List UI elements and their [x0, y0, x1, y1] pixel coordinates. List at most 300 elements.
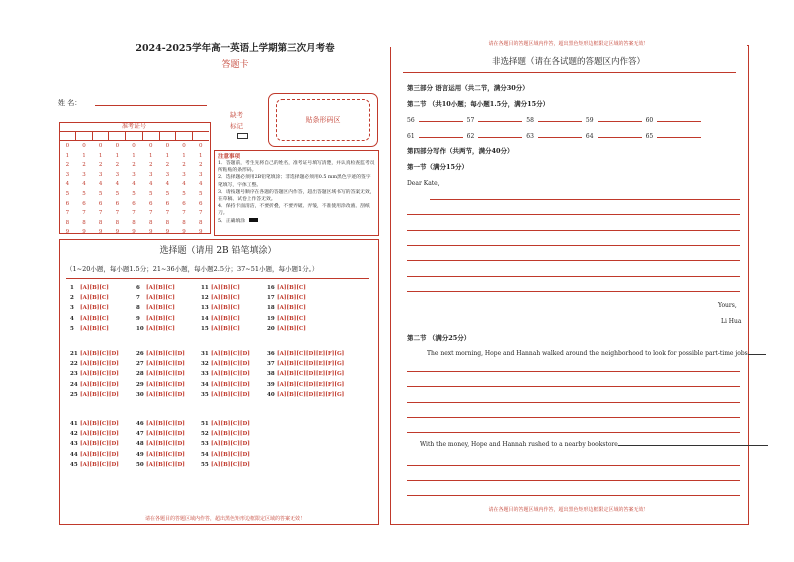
exam-id-digit-bubble[interactable]: 9 — [98, 229, 103, 236]
absent-label-line1: 缺考 — [230, 111, 243, 119]
question-row[interactable] — [201, 283, 240, 293]
answer-options[interactable]: [A][B][C][D] — [146, 421, 185, 427]
writing-line[interactable] — [407, 230, 740, 231]
exam-id-digit-bubble[interactable]: 3 — [82, 171, 86, 178]
question-row[interactable] — [136, 349, 185, 359]
exam-id-digit-bubble[interactable]: 2 — [148, 162, 153, 169]
blank-answer-line[interactable] — [419, 115, 463, 122]
question-row[interactable] — [70, 314, 109, 324]
blank-answer-line[interactable] — [657, 115, 701, 122]
exam-id-digit-bubble[interactable]: 8 — [165, 219, 170, 226]
question-row[interactable] — [201, 450, 250, 460]
exam-id-digit-bubble[interactable]: 7 — [98, 210, 103, 217]
exam-id-digit-bubble[interactable]: 0 — [148, 143, 153, 149]
exam-id-digit-bubble[interactable]: 0 — [132, 143, 136, 149]
writing-line[interactable] — [407, 465, 740, 466]
exam-id-digit-bubble[interactable]: 4 — [198, 181, 203, 188]
question-row[interactable] — [136, 390, 185, 400]
exam-id-column[interactable] — [59, 142, 76, 238]
exam-id-digit-bubble[interactable]: 3 — [182, 171, 186, 178]
question-row[interactable] — [136, 380, 185, 390]
exam-id-digit-bubble[interactable]: 3 — [165, 171, 170, 178]
question-row[interactable] — [201, 324, 240, 334]
exam-id-digit-bubble[interactable]: 9 — [132, 229, 136, 236]
question-number: 11 — [201, 285, 209, 291]
answer-options[interactable]: [A][B][C] — [277, 305, 306, 312]
question-number: 39 — [267, 381, 275, 388]
question-row[interactable] — [70, 303, 109, 313]
question-number: 53 — [201, 441, 209, 448]
exam-id-digit-bubble[interactable]: 2 — [132, 162, 136, 169]
answer-options[interactable]: [A][B][C][D] — [146, 391, 185, 398]
question-block — [136, 349, 185, 400]
exam-id-digit-bubble[interactable]: 8 — [182, 219, 186, 226]
question-row[interactable] — [136, 450, 185, 460]
question-number: 38 — [267, 371, 275, 378]
question-number: 24 — [70, 381, 78, 388]
answer-options[interactable]: [A][B][C][D] — [211, 361, 250, 368]
blank-answer-line[interactable] — [598, 115, 642, 122]
question-row[interactable] — [267, 293, 306, 303]
answer-options[interactable]: [A][B][C][D][E][F][G] — [277, 361, 345, 368]
answer-options[interactable]: [A][B][C][D] — [80, 361, 119, 368]
bottom-warning: 请在各题目的答题区域内作答，超出黑色矩形边框限定区域的答案无效！ — [488, 507, 649, 513]
exam-id-digit-bubble[interactable]: 1 — [148, 152, 153, 159]
question-row[interactable] — [70, 349, 119, 359]
exam-id-digit-bubble[interactable]: 5 — [82, 190, 86, 197]
exam-id-digit-bubble[interactable]: 1 — [182, 152, 186, 159]
question-row[interactable] — [136, 324, 175, 334]
question-row[interactable] — [136, 283, 175, 293]
answer-options[interactable]: [A][B][C][D] — [146, 441, 185, 448]
exam-id-column[interactable] — [176, 142, 193, 238]
question-number: 35 — [201, 391, 209, 398]
question-number: 41 — [70, 421, 78, 427]
exam-id-digit-bubble[interactable]: 6 — [132, 200, 136, 207]
exam-id-digit-bubble[interactable]: 6 — [165, 200, 170, 207]
exam-id-digit-bubble[interactable]: 7 — [148, 210, 153, 217]
question-number: 2 — [70, 295, 74, 302]
question-row[interactable] — [267, 380, 344, 390]
answer-options[interactable]: [A][B][C][D] — [80, 391, 119, 398]
question-row[interactable] — [70, 450, 119, 460]
exam-id-digit-bubble[interactable]: 4 — [82, 181, 86, 188]
exam-id-digit-bubble[interactable]: 9 — [82, 229, 86, 236]
exam-id-digit-bubble[interactable]: 5 — [165, 190, 170, 197]
question-row[interactable] — [267, 314, 306, 324]
exam-id-digit-bubble[interactable]: 1 — [115, 152, 120, 159]
answer-options[interactable]: [A][B][C][D][E][F][G] — [277, 391, 345, 398]
blank-row-1 — [407, 115, 701, 124]
answer-options[interactable]: [A][B][C][D] — [146, 461, 185, 468]
question-row[interactable] — [136, 419, 185, 429]
writing-line[interactable] — [407, 245, 740, 246]
exam-id-column[interactable] — [159, 142, 176, 238]
filled-mark-icon — [249, 218, 258, 222]
question-number: 42 — [70, 431, 78, 438]
answer-options[interactable]: [A][B][C] — [80, 325, 109, 332]
exam-id-digit-bubble[interactable]: 1 — [132, 152, 136, 159]
exam-id-digit-bubble[interactable]: 0 — [65, 143, 70, 149]
question-row[interactable] — [267, 390, 344, 400]
answer-options[interactable]: [A][B][C][D] — [80, 421, 119, 427]
exam-id-digit-bubble[interactable]: 1 — [198, 152, 203, 159]
name-field[interactable] — [95, 105, 207, 106]
question-row[interactable] — [70, 283, 109, 293]
exam-id-column[interactable] — [126, 142, 143, 238]
exam-id-digit-bubble[interactable]: 4 — [132, 181, 136, 188]
answer-options[interactable]: [A][B][C][D] — [211, 441, 250, 448]
exam-id-digit-bubble[interactable]: 5 — [198, 190, 203, 197]
blank-answer-line[interactable] — [538, 115, 582, 122]
question-row[interactable] — [136, 293, 175, 303]
answer-options[interactable]: [A][B][C][D] — [211, 431, 250, 438]
answer-options[interactable]: [A][B][C] — [277, 315, 306, 322]
exam-id-digit-bubble[interactable]: 0 — [82, 143, 86, 149]
question-number: 19 — [267, 315, 275, 322]
writing-line[interactable] — [407, 386, 740, 387]
question-row[interactable] — [201, 314, 240, 324]
question-row[interactable] — [201, 390, 250, 400]
answer-options[interactable]: [A][B][C][D] — [146, 361, 185, 368]
exam-id-digit-bubble[interactable]: 0 — [98, 143, 103, 149]
exam-id-digit-bubble[interactable]: 8 — [98, 219, 103, 226]
blank-answer-line[interactable] — [478, 131, 522, 138]
question-row[interactable] — [70, 359, 119, 369]
exam-id-digit-bubble[interactable]: 4 — [182, 181, 186, 188]
answer-options[interactable]: [A][B][C][D][E][F][G] — [277, 351, 345, 357]
left-footer-warning: 请在各题目的答题区域内作答，超出黑色矩形边框限定区域的答案无效！ — [144, 516, 305, 522]
absent-label-line2: 标记 — [230, 122, 243, 130]
exam-id-digit-bubble[interactable]: 7 — [165, 210, 170, 217]
question-number: 30 — [136, 391, 144, 398]
answer-options[interactable]: [A][B][C][D] — [211, 351, 250, 357]
blank-answer-line[interactable] — [598, 131, 642, 138]
exam-id-digit-bubble[interactable]: 7 — [132, 210, 136, 217]
barcode-label: 贴条形码区 — [276, 99, 370, 141]
answer-options[interactable]: [A][B][C][D] — [80, 441, 119, 448]
title-divider — [403, 72, 736, 73]
question-number: 12 — [201, 295, 209, 302]
exam-id-digit-bubble[interactable]: 4 — [148, 181, 153, 188]
exam-id-digit-bubble[interactable]: 5 — [98, 190, 103, 197]
question-row[interactable] — [201, 293, 240, 303]
question-row[interactable] — [201, 303, 240, 313]
multiple-choice-answer-area — [66, 278, 369, 524]
answer-options[interactable]: [A][B][C][D] — [146, 351, 185, 357]
question-number: 17 — [267, 295, 275, 302]
blank-number: 61 — [407, 133, 415, 140]
answer-options[interactable]: [A][B][C] — [211, 325, 240, 332]
exam-id-digit-bubble[interactable]: 8 — [198, 219, 203, 226]
question-number: 7 — [136, 295, 140, 302]
blank-answer-line[interactable] — [419, 131, 463, 138]
exam-id-digit-bubble[interactable]: 9 — [148, 229, 153, 236]
letter-closing: Yours, — [718, 302, 737, 309]
question-row[interactable] — [70, 293, 109, 303]
question-row[interactable] — [267, 359, 344, 369]
question-number: 6 — [136, 285, 140, 291]
question-row[interactable] — [136, 369, 185, 379]
exam-id-digit-bubble[interactable]: 9 — [65, 229, 70, 236]
absent-label — [230, 110, 243, 132]
exam-id-digit-bubble[interactable]: 7 — [182, 210, 186, 217]
question-number: 32 — [201, 361, 209, 368]
page-title: 2024-2025学年高一英语上学期第三次月考卷 — [135, 43, 335, 54]
exam-id-digit-bubble[interactable]: 7 — [82, 210, 86, 217]
exam-id-digit-bubble[interactable]: 2 — [65, 162, 70, 169]
question-row[interactable] — [70, 380, 119, 390]
answer-options[interactable]: [A][B][C][D] — [211, 421, 250, 427]
exam-id-digit-bubble[interactable]: 9 — [182, 229, 186, 236]
question-row[interactable] — [201, 349, 250, 359]
answer-options[interactable]: [A][B][C][D] — [80, 431, 119, 438]
question-row[interactable] — [70, 419, 119, 429]
exam-id-digit-bubble[interactable]: 2 — [98, 162, 103, 169]
question-number: 45 — [70, 461, 78, 468]
question-row[interactable] — [136, 460, 185, 470]
exam-id-digit-bubble[interactable]: 8 — [82, 219, 86, 226]
question-number: 34 — [201, 381, 209, 388]
question-row[interactable] — [70, 460, 119, 470]
answer-options[interactable]: [A][B][C] — [80, 315, 109, 322]
exam-id-digit-bubble[interactable]: 2 — [182, 162, 186, 169]
question-number: 28 — [136, 371, 144, 378]
exam-id-digit-bubble[interactable]: 0 — [198, 143, 203, 149]
prompt-1-text: The next morning, Hope and Hannah walked around the neighborhood to look for possible part-time jobs — [427, 350, 748, 357]
exam-id-digit-bubble[interactable]: 6 — [65, 200, 70, 207]
exam-id-digit-bubble[interactable]: 9 — [165, 229, 170, 236]
exam-id-digit-bubble[interactable]: 2 — [82, 162, 86, 169]
exam-id-digit-bubble[interactable]: 5 — [132, 190, 136, 197]
writing-line[interactable] — [407, 260, 740, 261]
absent-checkbox[interactable] — [237, 133, 248, 139]
exam-id-column[interactable] — [92, 142, 109, 238]
exam-id-digit-bubble[interactable]: 1 — [82, 152, 86, 159]
question-number: 9 — [136, 315, 140, 322]
part3-heading: 第三部分 语言运用（共二节，满分30分） — [407, 84, 529, 92]
exam-id-column[interactable] — [142, 142, 159, 238]
answer-options[interactable]: [A][B][C] — [277, 295, 306, 302]
part4-heading: 第四部分写作（共两节，满分40分） — [407, 147, 514, 155]
question-number: 10 — [136, 325, 144, 332]
exam-id-column[interactable] — [109, 142, 126, 238]
exam-id-digit-bubble[interactable]: 4 — [98, 181, 103, 188]
question-row[interactable] — [201, 380, 250, 390]
exam-id-digit-bubble[interactable]: 7 — [115, 210, 120, 217]
answer-options[interactable]: [A][B][C] — [80, 285, 109, 291]
question-row[interactable] — [70, 429, 119, 439]
answer-options[interactable]: [A][B][C][D] — [80, 371, 119, 378]
question-row[interactable] — [70, 439, 119, 449]
question-row[interactable] — [70, 369, 119, 379]
writing-line[interactable] — [407, 495, 740, 496]
question-row[interactable] — [201, 460, 250, 470]
question-number: 54 — [201, 451, 209, 458]
blank-answer-line[interactable] — [657, 131, 701, 138]
notice-item: 1．答题前，考生先将自己的姓名，准考证号填写清楚，并认真检查监考员所粘贴的条形码。 — [218, 161, 375, 174]
writing-line[interactable] — [407, 276, 740, 277]
exam-id-digit-bubble[interactable]: 8 — [115, 219, 120, 226]
question-number: 49 — [136, 451, 144, 458]
exam-id-digit-bubble[interactable]: 0 — [165, 143, 170, 149]
question-row[interactable] — [201, 419, 250, 429]
answer-options[interactable]: [A][B][C] — [146, 295, 175, 302]
question-number: 29 — [136, 381, 144, 388]
exam-id-digit-bubble[interactable]: 3 — [198, 171, 203, 178]
answer-options[interactable]: [A][B][C][D] — [146, 371, 185, 378]
answer-options[interactable]: [A][B][C] — [146, 305, 175, 312]
answer-options[interactable]: [A][B][C][D] — [80, 381, 119, 388]
exam-id-digit-bubble[interactable]: 6 — [98, 200, 103, 207]
answer-options[interactable]: [A][B][C] — [146, 315, 175, 322]
question-number: 3 — [70, 305, 74, 312]
exam-id-digit-bubble[interactable]: 3 — [148, 171, 153, 178]
exam-id-digit-bubble[interactable]: 2 — [198, 162, 203, 169]
exam-id-digit-columns[interactable] — [59, 142, 209, 238]
answer-options[interactable]: [A][B][C] — [277, 285, 306, 291]
exam-id-digit-bubble[interactable]: 6 — [82, 200, 86, 207]
question-row[interactable] — [267, 283, 306, 293]
question-row[interactable] — [201, 359, 250, 369]
answer-options[interactable]: [A][B][C] — [277, 325, 306, 332]
exam-id-digit-bubble[interactable]: 4 — [115, 181, 120, 188]
exam-id-digit-bubble[interactable]: 7 — [198, 210, 203, 217]
blank-number: 56 — [407, 117, 415, 124]
exam-id-column[interactable] — [76, 142, 93, 238]
question-row[interactable] — [136, 359, 185, 369]
answer-options[interactable]: [A][B][C][D] — [211, 381, 250, 388]
exam-id-input-cells[interactable] — [59, 131, 209, 141]
exam-id-header: 准考证号 — [59, 122, 209, 132]
question-row[interactable] — [136, 439, 185, 449]
blank-number: 57 — [466, 117, 475, 124]
exam-id-digit-bubble[interactable]: 5 — [65, 190, 70, 197]
answer-options[interactable]: [A][B][C][D] — [211, 451, 250, 458]
blank-answer-line[interactable] — [478, 115, 522, 122]
exam-id-digit-bubble[interactable]: 7 — [65, 210, 70, 217]
top-warning: 请在各题目的答题区域内作答，超出黑色矩形边框限定区域的答案无效！ — [390, 40, 747, 47]
exam-id-digit-bubble[interactable]: 6 — [148, 200, 153, 207]
question-number: 26 — [136, 351, 144, 357]
exam-id-digit-bubble[interactable]: 2 — [115, 162, 120, 169]
blank-number: 62 — [466, 133, 475, 140]
question-row[interactable] — [136, 303, 175, 313]
question-row[interactable] — [136, 314, 175, 324]
writing-line[interactable] — [407, 371, 740, 372]
question-row[interactable] — [201, 439, 250, 449]
question-number: 31 — [201, 351, 209, 357]
exam-id-digit-bubble[interactable]: 1 — [65, 152, 70, 159]
answer-options[interactable]: [A][B][C][D][E][F][G] — [277, 381, 345, 388]
question-block — [70, 349, 119, 400]
exam-id-digit-bubble[interactable]: 6 — [115, 200, 120, 207]
question-row[interactable] — [201, 369, 250, 379]
answer-options[interactable]: [A][B][C][D] — [80, 451, 119, 458]
exam-id-digit-bubble[interactable]: 5 — [182, 190, 186, 197]
writing-line[interactable] — [407, 432, 740, 433]
exam-id-digit-bubble[interactable]: 8 — [65, 219, 70, 226]
question-number: 14 — [201, 315, 209, 322]
question-number: 15 — [201, 325, 209, 332]
exam-id-digit-bubble[interactable]: 5 — [115, 190, 120, 197]
exam-id-digit-bubble[interactable]: 9 — [198, 229, 203, 236]
answer-options[interactable]: [A][B][C] — [211, 315, 240, 322]
question-row[interactable] — [267, 349, 344, 359]
answer-options[interactable]: [A][B][C] — [146, 285, 175, 291]
exam-id-digit-bubble[interactable]: 4 — [65, 181, 70, 188]
answer-options[interactable]: [A][B][C][D] — [146, 451, 185, 458]
exam-id-digit-bubble[interactable]: 9 — [115, 229, 120, 236]
exam-id-digit-bubble[interactable]: 3 — [132, 171, 136, 178]
question-row[interactable] — [267, 303, 306, 313]
exam-id-digit-bubble[interactable]: 8 — [148, 219, 153, 226]
question-number: 18 — [267, 305, 275, 312]
answer-options[interactable]: [A][B][C][D] — [80, 351, 119, 357]
exam-id-digit-bubble[interactable]: 6 — [182, 200, 186, 207]
answer-options[interactable]: [A][B][C] — [80, 295, 109, 302]
writing-line[interactable] — [407, 291, 740, 292]
exam-id-digit-bubble[interactable]: 6 — [198, 200, 203, 207]
question-block — [70, 283, 109, 334]
notice-item: 2．选择题必须用2B铅笔填涂；非选择题必须用0.5 mm黑色字迹的签字笔填写，字体工整。 — [218, 175, 371, 188]
exam-id-digit-bubble[interactable]: 1 — [98, 152, 103, 159]
answer-options[interactable]: [A][B][C][D] — [211, 391, 250, 398]
question-row[interactable] — [136, 429, 185, 439]
exam-id-digit-bubble[interactable]: 3 — [98, 171, 103, 178]
page-subtitle: 答题卡 — [221, 60, 249, 70]
exam-id-digit-bubble[interactable]: 3 — [65, 171, 70, 178]
writing-line[interactable] — [407, 417, 740, 418]
question-row[interactable] — [70, 324, 109, 334]
answer-options[interactable]: [A][B][C][D] — [146, 381, 185, 388]
answer-options[interactable]: [A][B][C][D] — [211, 371, 250, 378]
answer-options[interactable]: [A][B][C][D] — [80, 461, 119, 468]
exam-id-digit-bubble[interactable]: 0 — [115, 143, 120, 149]
writing-line[interactable] — [407, 214, 740, 215]
answer-options[interactable]: [A][B][C] — [211, 295, 240, 302]
answer-options[interactable]: [A][B][C] — [80, 305, 109, 312]
answer-options[interactable]: [A][B][C][D] — [211, 461, 250, 468]
blank-answer-line[interactable] — [538, 131, 582, 138]
answer-options[interactable]: [A][B][C][D] — [146, 431, 185, 438]
writing-line[interactable] — [407, 402, 740, 403]
exam-id-digit-bubble[interactable]: 0 — [182, 143, 186, 149]
question-number: 52 — [201, 431, 209, 438]
writing-line[interactable] — [430, 199, 740, 200]
exam-id-digit-bubble[interactable]: 2 — [165, 162, 170, 169]
answer-options[interactable]: [A][B][C] — [211, 305, 240, 312]
exam-id-digit-bubble[interactable]: 5 — [148, 190, 153, 197]
exam-id-digit-bubble[interactable]: 4 — [165, 181, 170, 188]
non-choice-title: 非选择题（请在各试题的答题区内作答） — [491, 57, 645, 67]
exam-id-column[interactable] — [192, 142, 209, 238]
exam-id-digit-bubble[interactable]: 1 — [165, 152, 170, 159]
writing1-heading: 第一节（满分15分） — [407, 163, 469, 171]
blank-number: 59 — [585, 117, 594, 124]
exam-id-digit-bubble[interactable]: 3 — [115, 171, 120, 178]
exam-id-digit-bubble[interactable]: 8 — [132, 219, 136, 226]
notice-text — [218, 160, 375, 225]
question-row[interactable] — [201, 429, 250, 439]
question-row[interactable] — [267, 369, 344, 379]
writing-line[interactable] — [407, 480, 740, 481]
question-row[interactable] — [70, 390, 119, 400]
answer-options[interactable]: [A][B][C][D][E][F][G] — [277, 371, 345, 378]
answer-options[interactable]: [A][B][C] — [146, 325, 175, 332]
answer-options[interactable]: [A][B][C] — [211, 285, 240, 291]
question-row[interactable] — [267, 324, 306, 334]
